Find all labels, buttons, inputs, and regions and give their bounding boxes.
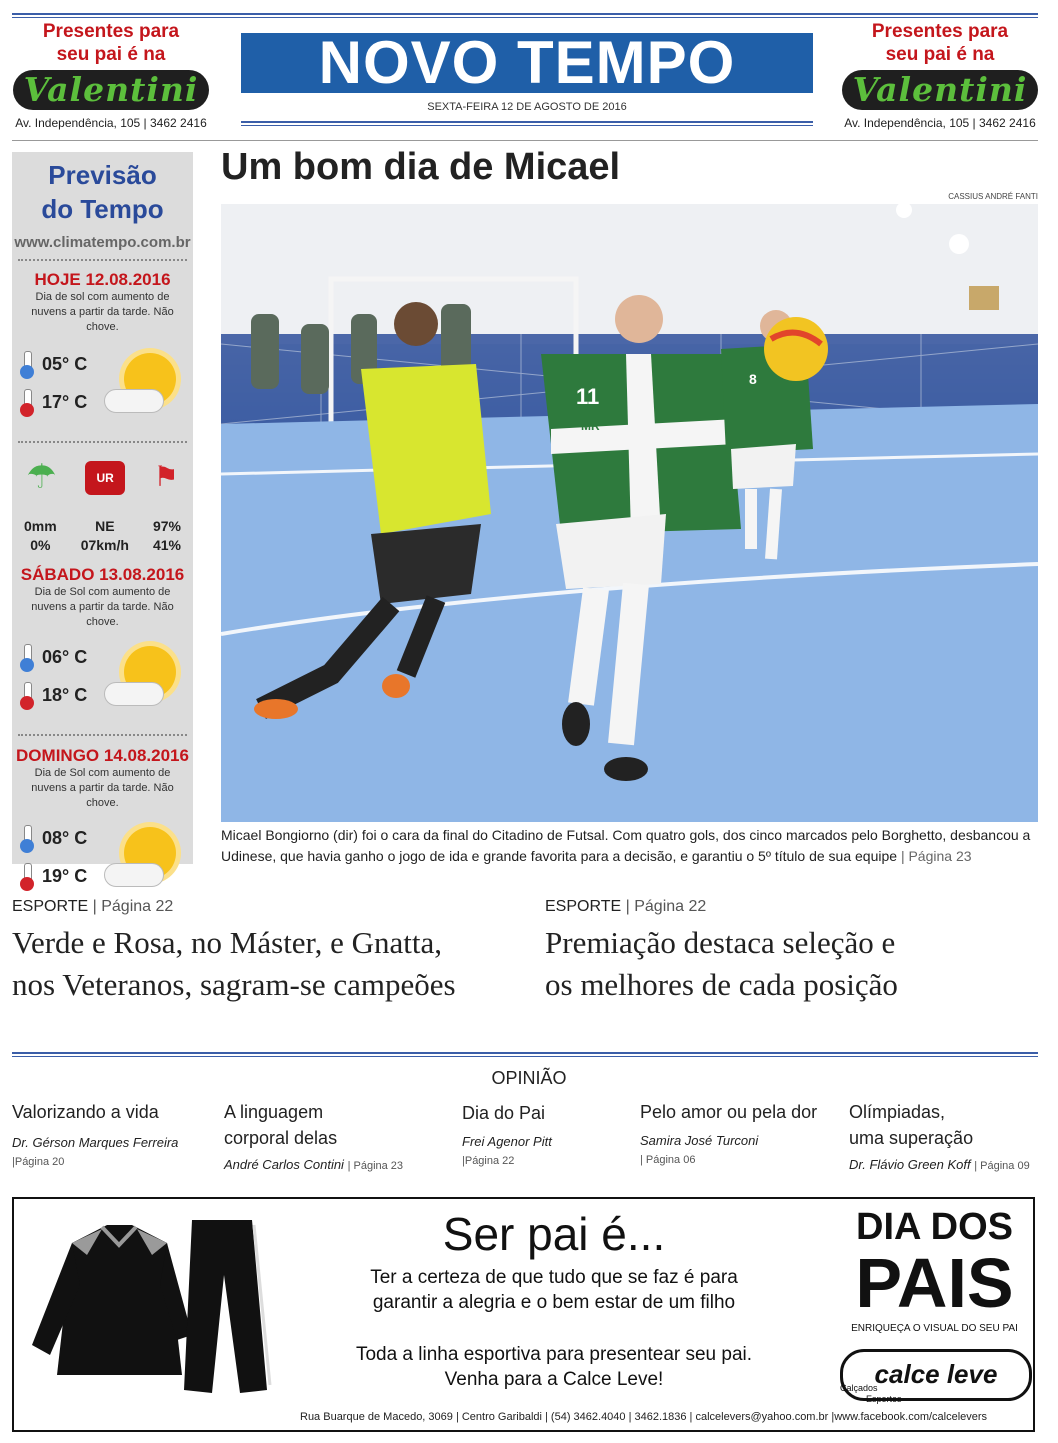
pais-text: PAIS xyxy=(855,1244,1014,1322)
valentini-logo: Valentini xyxy=(842,70,1038,110)
valentini-logo: Valentini xyxy=(13,70,209,110)
day-label: SÁBADO 13.08.2016 xyxy=(20,565,185,584)
temp-min: 06° C xyxy=(42,646,88,667)
ad-headline: Ser pai é... xyxy=(442,1208,666,1260)
issue-date: SEXTA-FEIRA 12 DE AGOSTO DE 2016 xyxy=(427,101,627,113)
opinion-item[interactable] xyxy=(12,1099,212,1168)
divider xyxy=(18,734,187,736)
thermometer-cold-icon xyxy=(20,644,34,670)
logo-small-1: Calçados xyxy=(840,1383,878,1393)
opinion-item[interactable] xyxy=(462,1100,622,1167)
story-line: Premiação destaca seleção e xyxy=(545,925,896,960)
cloud-icon xyxy=(104,682,164,706)
ad-address: Av. Independência, 105 | 3462 2416 xyxy=(15,116,207,130)
opinion-page: | Página 06 xyxy=(640,1154,696,1166)
opinion-page: | Página 09 xyxy=(974,1160,1030,1172)
caption-page-ref[interactable]: | Página 23 xyxy=(900,848,972,864)
masthead-rule xyxy=(241,121,813,123)
windsock-icon: ⚑ xyxy=(153,461,179,492)
calce-leve-logo: calce leve xyxy=(840,1349,1032,1401)
day-label: HOJE 12.08.2016 xyxy=(34,270,171,289)
ad-footer: Rua Buarque de Macedo, 3069 | Centro Garibaldi | (54) 3462.4040 | 3462.1836 | calcelevers@yahoo.com.br |www.facebook.com/calcelevers xyxy=(300,1411,988,1423)
ad-line: garantir a alegria e o bem estar de um filho xyxy=(372,1292,736,1313)
logo-small-2: Esportes xyxy=(866,1394,902,1404)
humidity-ur-icon: UR xyxy=(85,461,125,495)
temp-max: 18° C xyxy=(42,684,88,705)
valentini-ad-right[interactable] xyxy=(840,20,1040,130)
opinion-author xyxy=(224,1157,444,1172)
ad-tagline: Presentes para seu pai é na xyxy=(42,21,180,65)
temp-max: 17° C xyxy=(42,391,88,412)
weather-stats xyxy=(12,517,193,555)
futsal-photo[interactable] xyxy=(221,204,1038,822)
weather-forecast xyxy=(12,152,193,886)
jersey-number-back: 8 xyxy=(749,371,757,387)
jersey-sponsor: MR xyxy=(581,419,600,433)
opinion-rule-thin xyxy=(12,1056,1038,1057)
weather-title-2: do Tempo xyxy=(41,194,164,224)
opinion-title: Pelo amor ou pela dor xyxy=(640,1102,818,1122)
opinion-author: Samira José Turconi xyxy=(640,1133,759,1148)
temp-min: 08° C xyxy=(42,827,88,848)
story-line: Verde e Rosa, no Máster, e Gnatta, xyxy=(12,925,443,960)
thermometer-cold-icon xyxy=(20,825,34,851)
umbrella-icon: ☂ xyxy=(26,458,57,496)
divider xyxy=(18,441,187,443)
rain-pct: 0% xyxy=(30,537,51,553)
opinion-page: |Página 20 xyxy=(12,1156,65,1168)
opinion-title-2: uma superação xyxy=(849,1128,974,1148)
temp-max: 19° C xyxy=(42,865,88,886)
opinion-page: | Página 23 xyxy=(347,1160,404,1172)
author-name: Dr. Flávio Green Koff xyxy=(849,1157,971,1172)
section-name: ESPORTE xyxy=(545,898,622,915)
opinion-item[interactable] xyxy=(849,1099,1044,1172)
futsal-illustration xyxy=(221,204,1038,822)
divider xyxy=(18,259,187,261)
opinion-item[interactable] xyxy=(224,1099,444,1172)
jersey-number: 11 xyxy=(576,384,600,409)
section-name: ESPORTE xyxy=(12,898,89,915)
masthead-rule-thin xyxy=(241,125,813,126)
day-label: DOMINGO 14.08.2016 xyxy=(16,746,189,765)
main-headline[interactable]: Um bom dia de Micael xyxy=(221,146,621,188)
story-section-label xyxy=(545,898,706,916)
page-ref[interactable]: | Página 22 xyxy=(625,898,707,915)
opinion-rule xyxy=(12,1052,1038,1054)
day-description: Dia de sol com aumento de nuvens a partir da tarde. Não chove. xyxy=(31,291,174,333)
top-rule xyxy=(12,13,1038,15)
top-rule-thin xyxy=(12,17,1038,18)
opinion-item[interactable] xyxy=(640,1099,840,1166)
ad-line: Venha para a Calce Leve! xyxy=(444,1369,664,1390)
opinion-title: Olímpiadas, xyxy=(849,1102,946,1122)
humidity-low: 41% xyxy=(152,537,181,553)
temp-min: 05° C xyxy=(42,353,88,374)
thermometer-cold-icon xyxy=(20,351,34,377)
calce-leve-ad[interactable] xyxy=(12,1197,1035,1432)
rain-mm: 0mm xyxy=(24,518,57,534)
opinion-title-2: corporal delas xyxy=(224,1128,338,1148)
opinion-page: |Página 22 xyxy=(462,1155,515,1167)
author-name: André Carlos Contini xyxy=(224,1157,344,1172)
day-description: Dia de Sol com aumento de nuvens a partir da tarde. Não chove. xyxy=(31,586,174,628)
thermometer-hot-icon xyxy=(20,863,34,889)
page-ref[interactable]: | Página 22 xyxy=(92,898,174,915)
thermometer-hot-icon xyxy=(20,389,34,415)
header-bottom-rule xyxy=(12,140,1038,141)
cloud-icon xyxy=(104,389,164,413)
story-section-label xyxy=(12,898,173,916)
wind-dir: NE xyxy=(95,518,115,534)
opinion-author: Frei Agenor Pitt xyxy=(462,1134,552,1149)
opinion-author xyxy=(849,1157,1044,1172)
story-line: nos Veteranos, sagram-se campeões xyxy=(12,967,456,1002)
ad-tagline: Presentes para seu pai é na xyxy=(871,21,1009,65)
story-line: os melhores de cada posição xyxy=(545,967,898,1002)
caption-text: Micael Bongiorno (dir) foi o cara da final do Citadino de Futsal. Com quatro gols, dos cinco marcados pelo Borghetto, desbancou a Udinese, que havia ganho o jogo de ida e grande favorita para a decisão, e garantiu o 5º título de sua equipe xyxy=(221,827,1031,864)
day-description: Dia de Sol com aumento de nuvens a partir da tarde. Não chove. xyxy=(31,767,174,809)
ad-slogan: ENRIQUEÇA O VISUAL DO SEU PAI xyxy=(851,1323,1018,1334)
story-headline[interactable] xyxy=(12,922,456,1006)
cloud-icon xyxy=(104,863,164,887)
wind-speed: 07km/h xyxy=(80,537,129,553)
valentini-ad-left[interactable] xyxy=(11,20,211,130)
weather-site-link[interactable]: www.climatempo.com.br xyxy=(14,234,191,251)
opinion-title: A linguagem xyxy=(224,1102,324,1122)
humidity-high: 97% xyxy=(152,518,181,534)
newspaper-title: NOVO TEMPO xyxy=(241,33,813,93)
photo-credit: CASSIUS ANDRÉ FANTI xyxy=(948,192,1038,201)
photo-caption xyxy=(221,825,1041,867)
ad-line: Toda a linha esportiva para presentear seu pai. xyxy=(355,1344,753,1365)
opinion-author: Dr. Gérson Marques Ferreira xyxy=(12,1135,179,1150)
opinion-section-title: OPINIÃO xyxy=(491,1068,567,1088)
dia-dos-text: DIA DOS xyxy=(856,1206,1013,1248)
ad-address: Av. Independência, 105 | 3462 2416 xyxy=(844,116,1036,130)
opinion-title: Valorizando a vida xyxy=(12,1102,159,1122)
opinion-title: Dia do Pai xyxy=(462,1103,546,1123)
tracksuit-image xyxy=(32,1215,272,1405)
weather-title-1: Previsão xyxy=(48,160,157,190)
ad-line: Ter a certeza de que tudo que se faz é para xyxy=(370,1267,738,1288)
story-headline[interactable] xyxy=(545,922,898,1006)
thermometer-hot-icon xyxy=(20,682,34,708)
